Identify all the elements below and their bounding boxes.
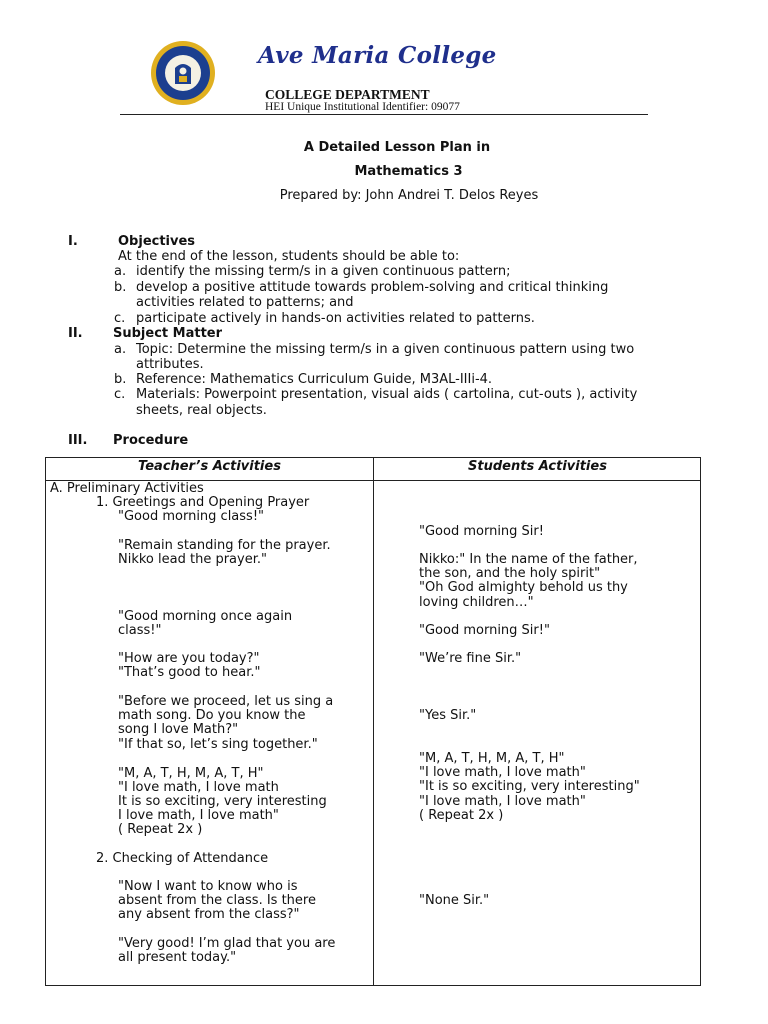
student-line: ( Repeat 2x )	[419, 808, 504, 823]
section-heading-objectives: Objectives	[118, 234, 196, 249]
teacher-line: math song. Do you know the	[118, 708, 306, 723]
objective-text: participate actively in hands-on activities related to patterns.	[136, 311, 535, 326]
teacher-line: "Very good! I’m glad that you are	[118, 936, 336, 951]
teacher-line: I love math, I love math"	[118, 808, 279, 823]
objective-letter: c.	[114, 311, 126, 326]
student-line: loving children…"	[419, 595, 534, 610]
objectives-intro: At the end of the lesson, students should be able to:	[118, 249, 460, 264]
section-numeral-subject-matter: II.	[68, 326, 83, 341]
section-heading-subject-matter: Subject Matter	[113, 326, 223, 341]
teacher-line: "I love math, I love math	[118, 780, 279, 795]
student-line: "Yes Sir."	[419, 708, 477, 723]
table-column-divider	[373, 458, 374, 985]
teacher-line: class!"	[118, 623, 162, 638]
student-line: "I love math, I love math"	[419, 794, 586, 809]
subject-letter: b.	[114, 372, 127, 387]
teacher-line: ( Repeat 2x )	[118, 822, 203, 837]
teacher-line: 2. Checking of Attendance	[96, 851, 269, 866]
student-line: Nikko:" In the name of the father,	[419, 552, 638, 567]
student-line: "M, A, T, H, M, A, T, H"	[419, 751, 565, 766]
subject-letter: c.	[114, 387, 126, 402]
subject-text: attributes.	[136, 357, 204, 372]
header-divider	[120, 114, 648, 115]
objective-text: activities related to patterns; and	[136, 295, 354, 310]
teacher-line: any absent from the class?"	[118, 907, 300, 922]
teacher-line: "Good morning class!"	[118, 509, 265, 524]
student-line: "None Sir."	[419, 893, 490, 908]
student-line: the son, and the holy spirit"	[419, 566, 601, 581]
subject-text: sheets, real objects.	[136, 403, 267, 418]
teacher-line: "Good morning once again	[118, 609, 293, 624]
objective-letter: a.	[114, 264, 127, 279]
department-name: COLLEGE DEPARTMENT	[265, 87, 430, 102]
objective-letter: b.	[114, 280, 127, 295]
subject-text: Reference: Mathematics Curriculum Guide, M3AL-IIIi-4.	[136, 372, 493, 387]
student-line: "Oh God almighty behold us thy	[419, 580, 628, 595]
prepared-by: Prepared by: John Andrei T. Delos Reyes	[279, 188, 539, 203]
teacher-line: "M, A, T, H, M, A, T, H"	[118, 766, 264, 781]
objective-text: identify the missing term/s in a given continuous pattern;	[136, 264, 511, 279]
teacher-line: Nikko lead the prayer."	[118, 552, 267, 567]
student-line: "Good morning Sir!"	[419, 623, 550, 638]
teacher-line: It is so exciting, very interesting	[118, 794, 327, 809]
student-line: "It is so exciting, very interesting"	[419, 779, 640, 794]
institution-identifier: HEI Unique Institutional Identifier: 09077	[265, 101, 460, 113]
document-subject: Mathematics 3	[354, 164, 463, 179]
subject-text: Materials: Powerpoint presentation, visual aids ( cartolina, cut-outs ), activity	[136, 387, 638, 402]
teacher-line: "How are you today?"	[118, 651, 260, 666]
teacher-line: 1. Greetings and Opening Prayer	[96, 495, 310, 510]
teacher-activities-header: Teacher’s Activities	[138, 459, 281, 474]
section-numeral-procedure: III.	[68, 433, 88, 448]
college-seal-logo	[150, 40, 216, 106]
section-heading-procedure: Procedure	[113, 433, 189, 448]
college-name: Ave Maria College	[258, 42, 497, 69]
teacher-line: absent from the class. Is there	[118, 893, 316, 908]
document-title: A Detailed Lesson Plan in	[303, 140, 491, 155]
teacher-line: "If that so, let’s sing together."	[118, 737, 318, 752]
objective-text: develop a positive attitude towards problem-solving and critical thinking	[136, 280, 609, 295]
subject-letter: a.	[114, 342, 127, 357]
procedure-table	[45, 457, 701, 986]
student-line: "Good morning Sir!	[419, 524, 544, 539]
teacher-line: A. Preliminary Activities	[50, 481, 204, 496]
teacher-line: "Now I want to know who is	[118, 879, 298, 894]
subject-text: Topic: Determine the missing term/s in a given continuous pattern using two	[136, 342, 635, 357]
student-line: "We’re fine Sir."	[419, 651, 522, 666]
section-numeral-objectives: I.	[68, 234, 78, 249]
student-activities-header: Students Activities	[468, 459, 607, 474]
teacher-line: song I love Math?"	[118, 722, 239, 737]
teacher-line: "Remain standing for the prayer.	[118, 538, 331, 553]
teacher-line: "Before we proceed, let us sing a	[118, 694, 334, 709]
student-line: "I love math, I love math"	[419, 765, 586, 780]
teacher-line: "That’s good to hear."	[118, 665, 261, 680]
teacher-line: all present today."	[118, 950, 237, 965]
